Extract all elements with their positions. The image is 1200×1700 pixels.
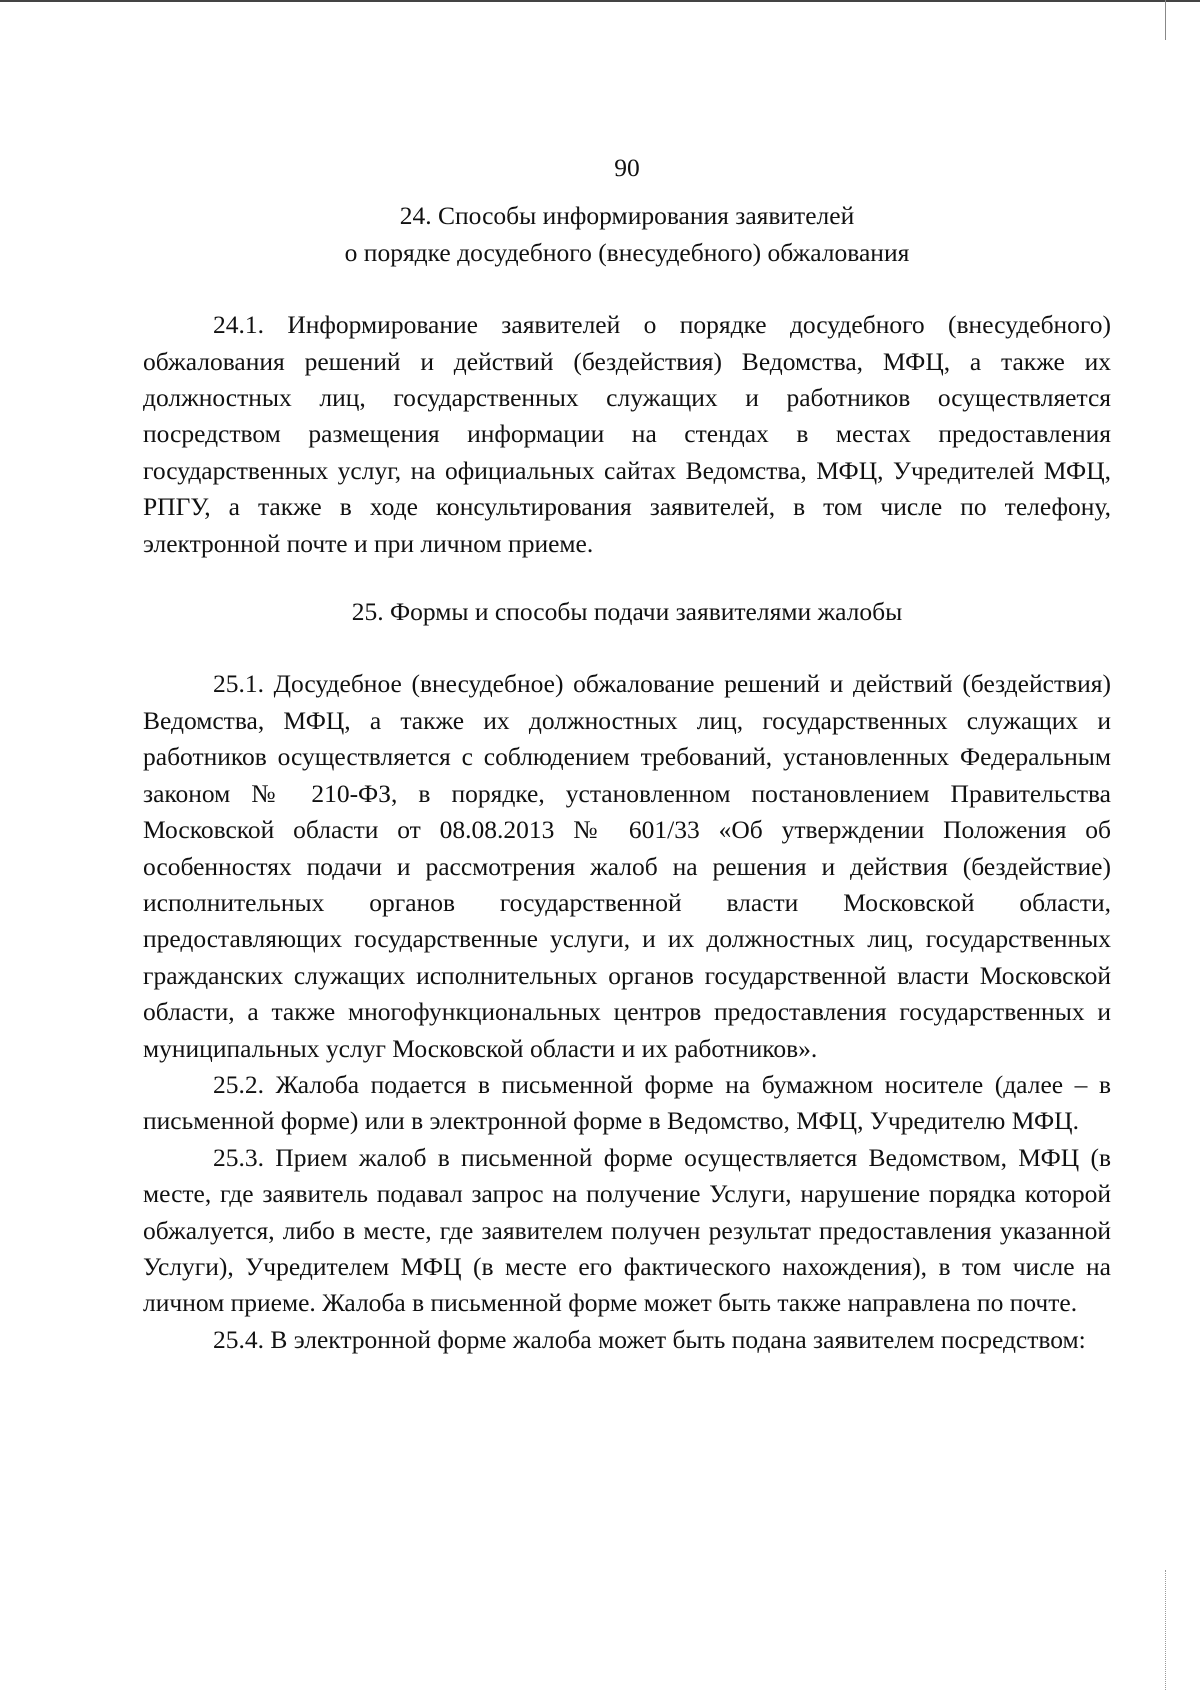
section-24-heading-line-2: о порядке досудебного (внесудебного) обжалования	[344, 237, 910, 267]
section-24-heading	[143, 198, 1111, 271]
scan-top-border	[0, 0, 1200, 2]
paragraph-25-2: 25.2. Жалоба подается в письменной форме на бумажном носителе (далее – в письменной форме) или в электронной форме в Ведомство, МФЦ, Учредителю МФЦ.	[143, 1069, 1111, 1136]
paragraph-25-4: 25.4. В электронной форме жалоба может быть подана заявителем посредством:	[213, 1324, 1086, 1354]
paragraph-25-1: 25.1. Досудебное (внесудебное) обжалование решений и действий (бездействия) Ведомства, МФЦ, а также их должностных лиц, государственных служащих и работников осуществляется с соблюдением требований, установленных Федеральным законом № 210-ФЗ, в порядке, установленном постановлением Правительства Московской области от 08.08.2013 № 601/33 «Об утверждении Положения об особенностях подачи и рассмотрения жалоб на решения и действия (бездействие) исполнительных органов государственной власти Московской области, предоставляющих государственные услуги, и их должностных лиц, государственных гражданских служащих исполнительных органов государственной власти Московской области, а также многофункциональных центров предоставления государственных и муниципальных услуг Московской области и их работников».	[143, 669, 1111, 1063]
page-number: 90	[614, 153, 640, 182]
scan-right-edge-mark-lower	[1165, 1570, 1166, 1690]
scan-right-edge-mark	[1165, 0, 1166, 40]
document-page	[143, 150, 1111, 1358]
paragraph-25-3: 25.3. Прием жалоб в письменной форме осуществляется Ведомством, МФЦ (в месте, где заявитель подавал запрос на получение Услуги, нарушение порядка которой обжалуется, либо в месте, где заявителем получен результат предоставления указанной Услуги), Учредителем МФЦ (в месте его фактического нахождения), в том числе на личном приеме. Жалоба в письменной форме может быть также направлена по почте.	[143, 1142, 1111, 1318]
section-24-heading-line-1: 24. Способы информирования заявителей	[399, 201, 855, 231]
section-25-heading: 25. Формы и способы подачи заявителями жалобы	[351, 597, 903, 627]
paragraph-24-1: 24.1. Информирование заявителей о порядке досудебного (внесудебного) обжалования решений и действий (бездействия) Ведомства, МФЦ, а также их должностных лиц, государственных служащих и работников осуществляется посредством размещения информации на стендах в местах предоставления государственных услуг, на официальных сайтах Ведомства, МФЦ, Учредителей МФЦ, РПГУ, а также в ходе консультирования заявителей, в том числе по телефону, электронной почте и при личном приеме.	[143, 310, 1111, 558]
